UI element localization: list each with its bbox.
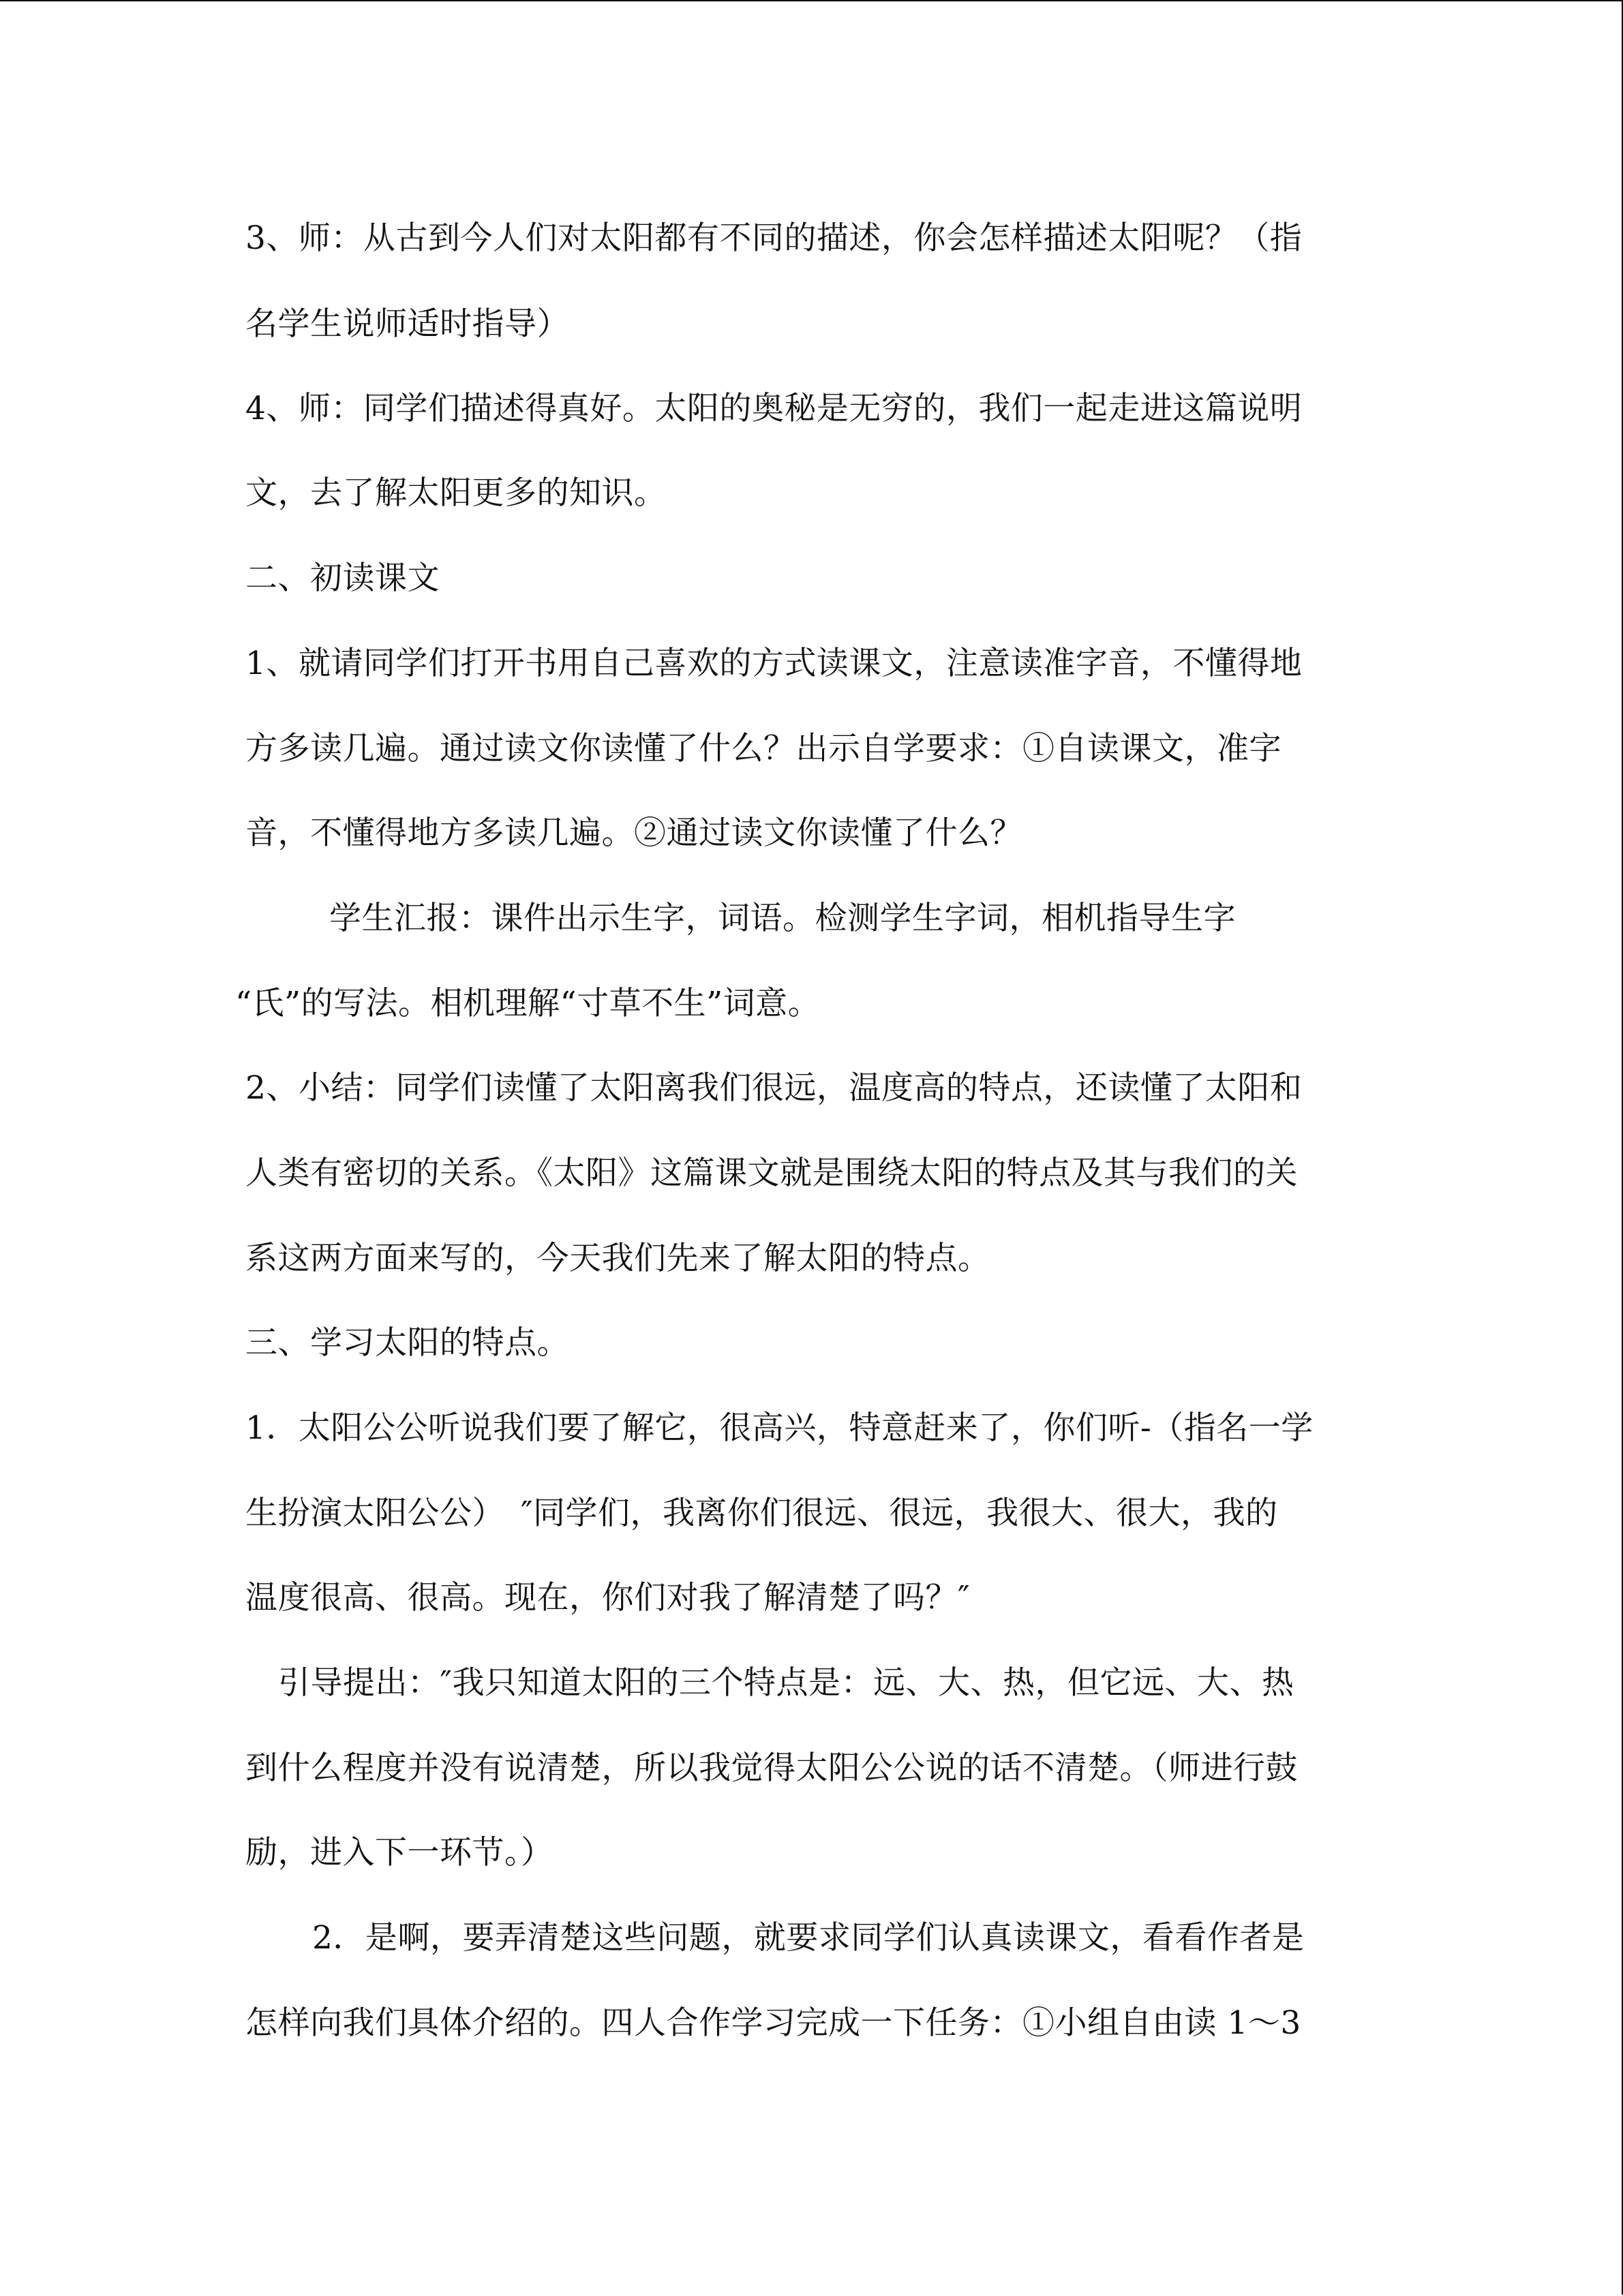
text-line-21: 2．是啊，要弄清楚这些问题，就要求同学们认真读课文，看看作者是 [312, 1919, 1305, 1957]
text-line-15: 1．太阳公公听说我们要了解它，很高兴，特意赶来了，你们听-（指名一学 [245, 1409, 1314, 1447]
text-line-8: 音，不懂得地方多读几遍。②通过读文你读懂了什么？ [245, 814, 1022, 852]
text-line-19: 到什么程度并没有说清楚，所以我觉得太阳公公说的话不清楚。（师进行鼓 [245, 1749, 1298, 1787]
text-line-2: 名学生说师适时指导） [245, 305, 569, 343]
section-heading-2: 二、初读课文 [245, 560, 440, 597]
text-line-3: 4、师：同学们描述得真好。太阳的奥秘是无穷的，我们一起走进这篇说明 [245, 390, 1303, 427]
text-line-18: 引导提出：″我只知道太阳的三个特点是：远、大、热，但它远、大、热 [278, 1664, 1294, 1702]
text-line-13: 系这两方面来写的，今天我们先来了解太阳的特点。 [245, 1240, 990, 1277]
text-line-10: “氏”的写法。相机理解“寸草不生”词意。 [235, 985, 821, 1022]
section-heading-3: 三、学习太阳的特点。 [245, 1324, 569, 1362]
text-line-11: 2、小结：同学们读懂了太阳离我们很远，温度高的特点，还读懂了太阳和 [245, 1069, 1303, 1107]
text-line-6: 1、就请同学们打开书用自己喜欢的方式读课文，注意读准字音，不懂得地 [245, 645, 1303, 682]
text-line-1: 3、师：从古到今人们对太阳都有不同的描述，你会怎样描述太阳呢？（指 [245, 219, 1303, 257]
text-line-9: 学生汇报：课件出示生字，词语。检测学生字词，相机指导生字 [329, 900, 1236, 937]
text-line-12: 人类有密切的关系。《太阳》这篇课文就是围绕太阳的特点及其与我们的关 [245, 1154, 1298, 1192]
text-line-7: 方多读几遍。通过读文你读懂了什么？出示自学要求：①自读课文，准字 [245, 730, 1281, 767]
text-line-20: 励，进入下一环节。） [245, 1834, 553, 1871]
text-line-16: 生扮演太阳公公） ″同学们，我离你们很远、很远，我很大、很大，我的 [245, 1495, 1278, 1532]
text-line-4: 文，去了解太阳更多的知识。 [245, 474, 667, 512]
text-line-17: 温度很高、很高。现在，你们对我了解清楚了吗？″ [245, 1579, 971, 1617]
document-page [0, 1, 1623, 2296]
text-line-22: 怎样向我们具体介绍的。四人合作学习完成一下任务：①小组自由读 1～3 [245, 2004, 1301, 2042]
